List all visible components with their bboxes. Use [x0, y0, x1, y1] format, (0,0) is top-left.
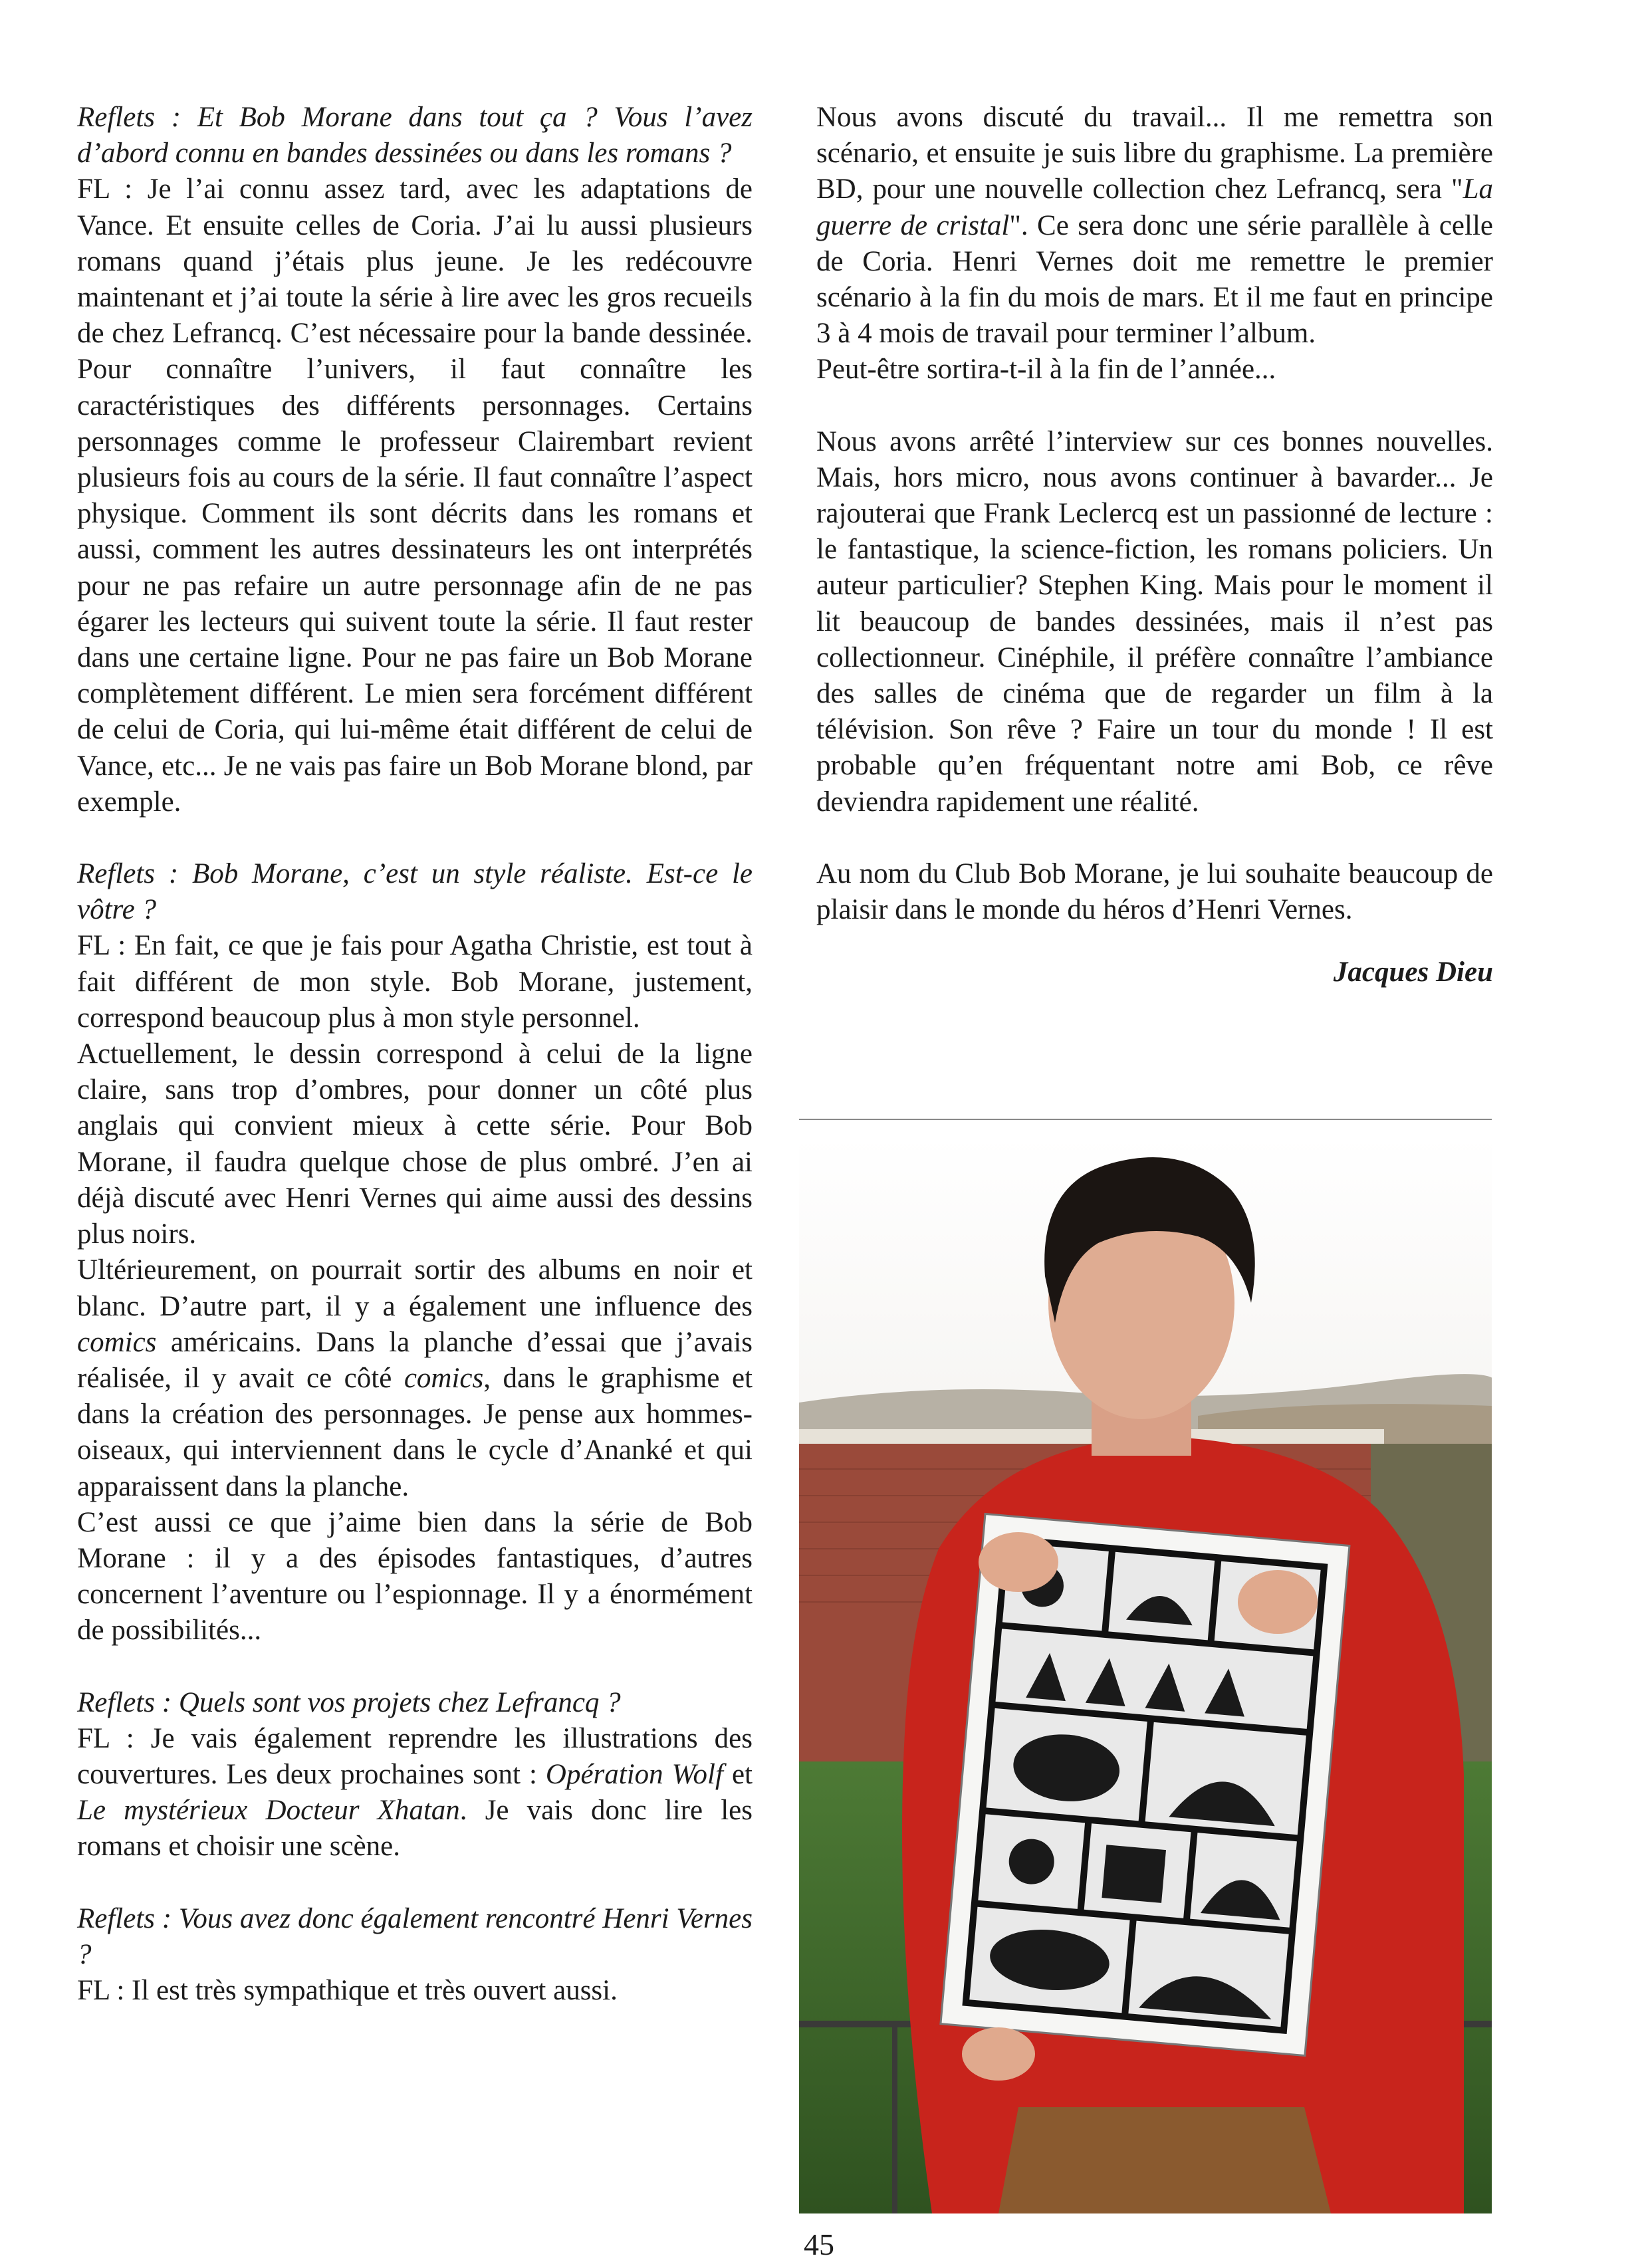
- interview-paragraph: [77, 1721, 753, 1865]
- interview-paragraph: Peut-être sortira-t-il à la fin de l’année...: [816, 354, 1276, 386]
- interview-paragraph: Nous avons arrêté l’interview sur ces bonnes nouvelles. Mais, hors micro, nous avons continuer à bavarder... Je rajouterai que Frank Leclercq est un passionné de lecture : le fantastique, la science-fiction, les romans policiers. Un auteur particulier? Stephen King. Mais pour le moment il lit beaucoup de bandes dessinées, mais il n’est pas collectionneur. Cinéphile, il préfère connaître l’ambiance des salles de cinéma que de regarder un film à la télévision. Son rêve ? Faire un tour du monde ! Il est probable qu’en fréquentant notre ami Bob, ce rêve deviendra rapidement une réalité.: [816, 425, 1493, 818]
- text-run: , dans le graphisme et dans la création des personnages. Je pense aux hommes-oiseaux, qui interviennent dans le cycle d’Ananké et qui apparaissent dans la planche.: [77, 1362, 753, 1502]
- interview-question: Reflets : Quels sont vos projets chez Lefrancq ?: [77, 1686, 621, 1718]
- paragraph-spacer: [77, 1649, 753, 1685]
- italic-title: Opération Wolf: [545, 1758, 723, 1790]
- left-column: [77, 100, 753, 2009]
- interview-question: Reflets : Vous avez donc également rencontré Henri Vernes ?: [77, 1902, 753, 1970]
- text-run: américains. Dans la planche d’essai que j’avais réalisée, il y avait ce côté: [77, 1326, 753, 1394]
- text-run: ". Ce sera donc une série parallèle à celle de Coria. Henri Vernes doit me remettre le premier scénario à la fin du mois de mars. Et il me faut en principe 3 à 4 mois de travail pour terminer l’album.: [816, 209, 1493, 350]
- interview-paragraph: FL : En fait, ce que je fais pour Agatha Christie, est tout à fait différent de mon style. Bob Morane, justement, correspond beaucoup plus à mon style personnel.: [77, 930, 753, 1034]
- italic-title: Le mystérieux Docteur Xhatan: [77, 1795, 460, 1827]
- photo-divider: [799, 1119, 1492, 1120]
- interview-paragraph: FL : Il est très sympathique et très ouvert aussi.: [77, 1974, 618, 2006]
- interview-question: Reflets : Bob Morane, c’est un style réaliste. Est-ce le vôtre ?: [77, 858, 753, 926]
- author-signature: Jacques Dieu: [1333, 957, 1493, 988]
- text-run: . Je vais donc lire les romans et choisir une scène.: [77, 1795, 753, 1863]
- italic-title: La guerre de cristal: [816, 173, 1493, 241]
- interview-question: Reflets : Et Bob Morane dans tout ça ? Vous l’avez d’abord connu en bandes dessinées ou dans les romans ?: [77, 102, 753, 170]
- interview-paragraph: FL : Je l’ai connu assez tard, avec les adaptations de Vance. Et ensuite celles de Coria. J’ai lu aussi plusieurs romans quand j’étais plus jeune. Je les redécouvre maintenant et j’ai toute la série à lire avec les gros recueils de chez Lefrancq. C’est nécessaire pour la bande dessinée. Pour connaître l’univers, il faut connaître les caractéristiques des différents personnages. Certains personnages comme le professeur Clairembart revient plusieurs fois au cours de la série. Il faut connaître l’aspect physique. Comment ils sont décrits dans les romans et aussi, comment les autres dessinateurs les ont interprétés pour ne pas refaire un autre personnage afin de ne pas égarer les lecteurs qui suivent toute la série. Il faut rester dans une certaine ligne. Pour ne pas faire un Bob Morane complètement différent. Le mien sera forcément différent de celui de Coria, qui lui-même était différent de celui de Vance, etc... Je ne vais pas faire un Bob Morane blond, par exemple.: [77, 173, 753, 818]
- page-number: 45: [804, 2227, 834, 2261]
- interview-paragraph: [77, 1252, 753, 1504]
- text-run: Ultérieurement, on pourrait sortir des albums en noir et blanc. D’autre part, il y a également une influence des: [77, 1254, 753, 1322]
- paragraph-spacer: [77, 820, 753, 856]
- paragraph-spacer: [77, 1865, 753, 1901]
- interview-paragraph: Au nom du Club Bob Morane, je lui souhaite beaucoup de plaisir dans le monde du héros d’Henri Vernes.: [816, 857, 1493, 926]
- photo-artist-holding-comic-page: [799, 1137, 1492, 2213]
- italic-title: comics: [77, 1326, 157, 1358]
- text-run: et: [723, 1758, 753, 1790]
- italic-title: comics: [404, 1362, 484, 1394]
- interview-paragraph: [816, 100, 1493, 352]
- paragraph-spacer: [816, 820, 1493, 856]
- interview-paragraph: Actuellement, le dessin correspond à celui de la ligne claire, sans trop d’ombres, pour donner un côté plus anglais qui convient mieux à cette série. Pour Bob Morane, il faudra quelque chose de plus ombré. J’en ai déjà discuté avec Henri Vernes qui aime aussi des dessins plus noirs.: [77, 1038, 753, 1250]
- interview-paragraph: C’est aussi ce que j’aime bien dans la série de Bob Morane : il y a des épisodes fantastiques, d’autres concernent l’aventure ou l’espionnage. Il y a énormément de possibilités...: [77, 1506, 753, 1646]
- text-run: FL : Je vais également reprendre les illustrations des couvertures. Les deux prochaines sont :: [77, 1722, 753, 1790]
- right-column: [816, 100, 1493, 990]
- text-run: Nous avons discuté du travail... Il me remettra son scénario, et ensuite je suis libre du graphisme. La première BD, pour une nouvelle collection chez Lefrancq, sera ": [816, 102, 1493, 205]
- paragraph-spacer: [816, 388, 1493, 424]
